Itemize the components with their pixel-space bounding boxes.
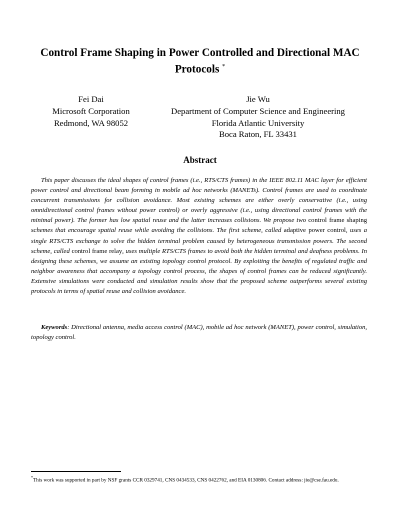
abstract-heading: Abstract xyxy=(183,155,217,165)
footnote-rule xyxy=(31,471,121,472)
paper-title xyxy=(30,46,370,77)
keywords-section xyxy=(31,323,367,343)
footnote xyxy=(31,474,367,485)
abstract-term-1: control frame shaping xyxy=(308,217,368,225)
abstract-text-3: , uses a single RTS/CTS exchange to solve the hidden terminal problem caused by heterogeneous transmission powers. The second scheme, called xyxy=(31,227,367,255)
author-name: Fei Dai xyxy=(78,94,104,104)
abstract-text-2: schemes that encourage spatial reuse while avoiding the collisions. The first scheme, called xyxy=(31,227,282,235)
abstract-term-3: control frame relay xyxy=(71,247,123,255)
abstract-term-2: adaptive power control xyxy=(283,227,346,235)
footnote-mark: * xyxy=(31,475,33,480)
keywords-text: : Directional antenna, media access control (MAC), mobile ad hoc network (MANET), power control, simulation, topology control. xyxy=(31,324,367,342)
author-address: Redmond, WA 98052 xyxy=(53,117,129,128)
abstract-body xyxy=(31,176,367,297)
keywords-label: Keywords xyxy=(41,324,68,331)
author-block-2 xyxy=(148,94,368,141)
keywords-paragraph xyxy=(31,323,367,343)
footnote-text: This work was supported in part by NSF grants CCR 0329741, CNS 0434533, CNS 0422762, and EIA 0130806. Contact address: jie@cse.fau.edu. xyxy=(33,477,339,484)
abstract-paragraph xyxy=(31,176,367,297)
abstract-text-1: This paper discusses the ideal shapes of control frames (i.e., RTS/CTS frames) in the IEEE 802.11 MAC layer for efficient power control and directional beam forming in mobile ad hoc networks (MANETs). Control frames are used to coordinate concurrent transmissions for collision avoidance. Most existing schemes are either overly conservative (i.e., using omnidirectional control frames without power control) or overly aggressive (i.e., using directional control frames with the minimal power). The former has low spatial reuse and the latter increases collisions. We propose two xyxy=(31,177,367,225)
author-name: Jie Wu xyxy=(246,94,270,104)
author-affiliation: Department of Computer Science and Engineering xyxy=(171,105,345,116)
title-footnote-mark: * xyxy=(222,64,226,70)
author-affiliation: Microsoft Corporation xyxy=(52,105,130,116)
abstract-text-4: , uses multiple RTS/CTS frames to avoid both the hidden terminal and deafness problems. In designing these schemes, we assume an existing topology control protocol. By exploiting the benefits of regulated traffic and neighbor awareness that accompany a topology control process, the shapes of control frames can be reduced significantly. Extensive simulations were conducted and simulation results show that the proposed scheme outperforms several existing protocols in terms of spatial reuse and collision avoidance. xyxy=(31,247,367,296)
author-address-line2: Boca Raton, FL 33431 xyxy=(219,129,297,140)
author-block-1 xyxy=(36,94,146,129)
title-text: Control Frame Shaping in Power Controlled and Directional MAC Protocols xyxy=(40,47,360,76)
author-address-line1: Florida Atlantic University xyxy=(211,117,305,128)
